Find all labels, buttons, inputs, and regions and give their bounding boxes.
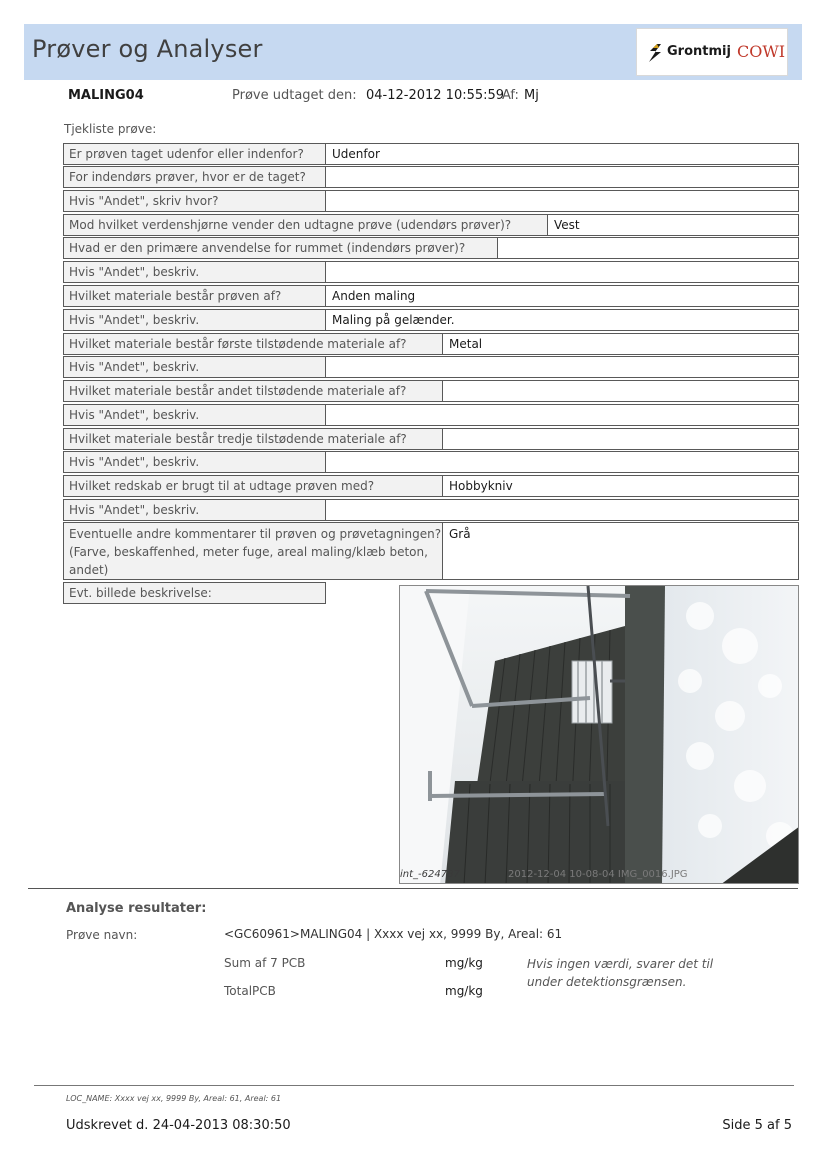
logo-brand-grontmij: Grontmij: [667, 44, 731, 59]
checklist-answer: Metal: [443, 333, 799, 355]
checklist-question: Hvad er den primære anvendelse for rummet (indendørs prøver)?: [63, 237, 498, 259]
checklist-answer: [498, 237, 799, 259]
result-unit: mg/kg: [445, 956, 483, 970]
checklist-answer: Grå: [443, 522, 799, 580]
loc-name: LOC_NAME: Xxxx vej xx, 9999 By, Areal: 61, Areal: 61: [66, 1094, 282, 1103]
report-header-banner: [24, 24, 802, 80]
checklist-question: Hvilket materiale består første tilstødende materiale af?: [63, 333, 443, 355]
sample-taken-label: Prøve udtaget den:: [232, 88, 357, 103]
checklist-question: Hvilket materiale består andet tilstødende materiale af?: [63, 380, 443, 402]
sample-photo: [399, 585, 799, 884]
result-parameter: TotalPCB: [224, 984, 276, 998]
checklist-question: For indendørs prøver, hvor er de taget?: [63, 166, 326, 188]
checklist-answer: [326, 261, 799, 283]
sample-by-label: Af:: [502, 88, 519, 103]
checklist-answer: Hobbykniv: [443, 475, 799, 497]
checklist-question: Hvis "Andet", beskriv.: [63, 356, 326, 378]
checklist-question: Er prøven taget udenfor eller indenfor?: [63, 143, 326, 165]
checklist-question: Hvilket redskab er brugt til at udtage prøven med?: [63, 475, 443, 497]
sample-by-user: Mj: [524, 88, 539, 103]
checklist-title: Tjekliste prøve:: [64, 122, 157, 136]
checklist-answer: Udenfor: [326, 143, 799, 165]
logo-brand-cowi: COWI: [737, 42, 786, 61]
checklist-question: Hvis "Andet", beskriv.: [63, 404, 326, 426]
checklist-answer: [326, 356, 799, 378]
checklist-answer: [326, 499, 799, 521]
company-logo: [636, 28, 788, 76]
checklist-question: Mod hvilket verdenshjørne vender den udtagne prøve (udendørs prøver)?: [63, 214, 548, 236]
photo-caption-timestamp: 2012-12-04 10-08-04 IMG_0016.JPG: [508, 869, 688, 880]
page-number: Side 5 af 5: [722, 1118, 792, 1133]
checklist-answer: [326, 166, 799, 188]
checklist-answer: [443, 380, 799, 402]
result-parameter: Sum af 7 PCB: [224, 956, 306, 970]
checklist-answer: Vest: [548, 214, 799, 236]
checklist-question: Hvis "Andet", beskriv.: [63, 261, 326, 283]
page-title: Prøver og Analyser: [32, 35, 263, 63]
printed-date: Udskrevet d. 24-04-2013 08:30:50: [66, 1118, 291, 1133]
checklist-answer: [443, 428, 799, 450]
checklist-question: Hvis "Andet", beskriv.: [63, 309, 326, 331]
grontmij-logo-icon: [647, 43, 663, 63]
sample-datetime: 04-12-2012 10:55:59: [366, 88, 505, 103]
checklist-question: Hvis "Andet", skriv hvor?: [63, 190, 326, 212]
sample-id: MALING04: [68, 88, 144, 103]
checklist-question: Hvilket materiale består tredje tilstødende materiale af?: [63, 428, 443, 450]
footer-divider: [34, 1085, 794, 1086]
checklist-question: Hvis "Andet", beskriv.: [63, 451, 326, 473]
checklist-question: Hvilket materiale består prøven af?: [63, 285, 326, 307]
checklist-answer: [326, 451, 799, 473]
sample-name-label: Prøve navn:: [66, 928, 138, 942]
checklist-answer: Anden maling: [326, 285, 799, 307]
checklist-answer: Maling på gelænder.: [326, 309, 799, 331]
checklist-answer: [326, 404, 799, 426]
sample-photo-image: [400, 586, 799, 884]
detection-limit-note: Hvis ingen værdi, svarer det til under detektionsgrænsen.: [527, 957, 714, 989]
results-title: Analyse resultater:: [66, 901, 207, 916]
photo-caption-id: int_-624787: [400, 869, 460, 880]
checklist-question: Evt. billede beskrivelse:: [63, 582, 326, 604]
checklist-question: Hvis "Andet", beskriv.: [63, 499, 326, 521]
result-unit: mg/kg: [445, 984, 483, 998]
checklist-question: Eventuelle andre kommentarer til prøven og prøvetagningen? (Farve, beskaffenhed, meter fuge, areal maling/klæb beton, andet): [63, 522, 443, 580]
checklist-answer: [326, 190, 799, 212]
section-divider: [28, 888, 798, 889]
sample-name-value: <GC60961>MALING04 | Xxxx vej xx, 9999 By, Areal: 61: [224, 927, 563, 941]
